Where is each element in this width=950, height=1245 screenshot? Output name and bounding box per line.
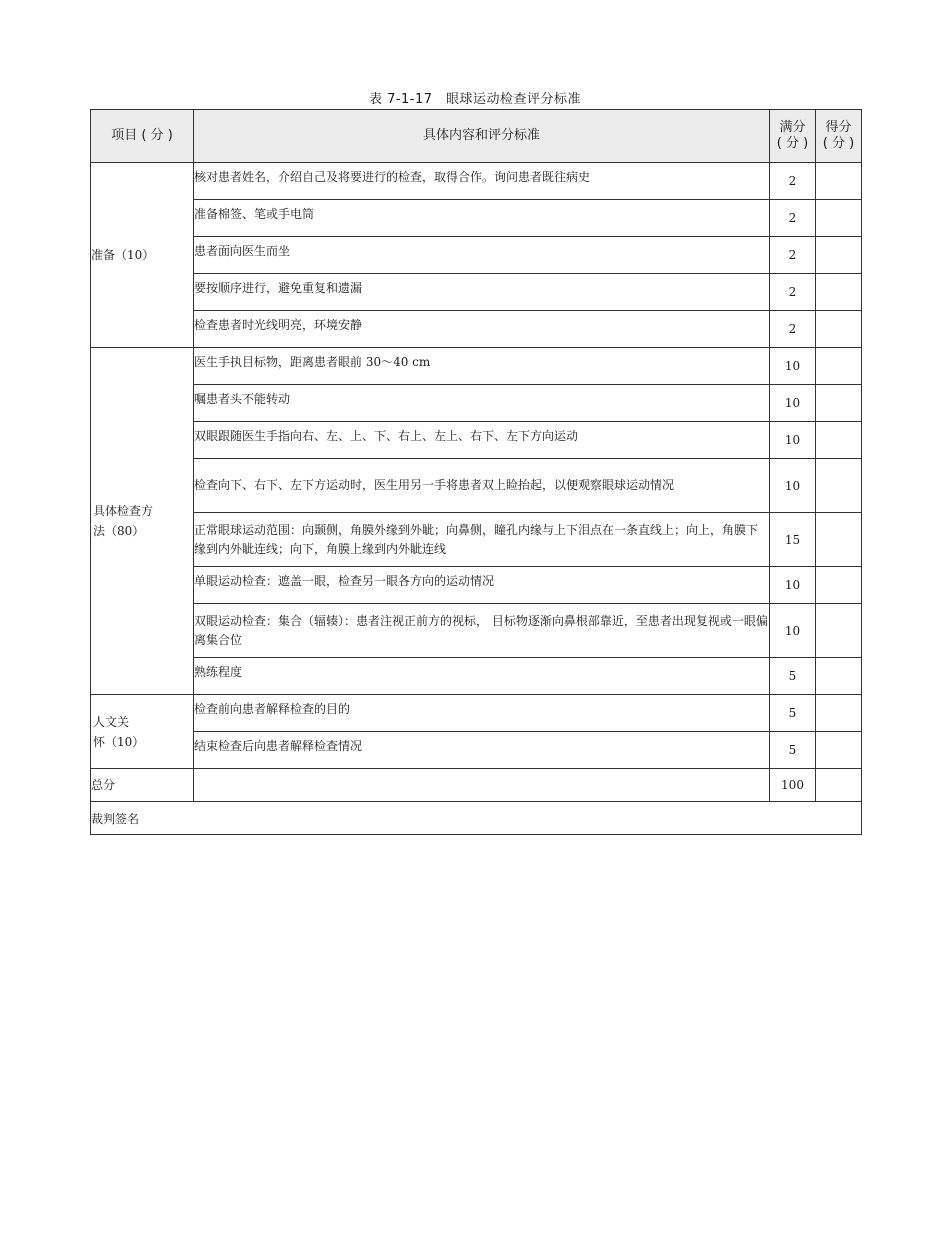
row-got-score[interactable] [816,604,862,658]
row-full-score: 10 [770,348,816,385]
table-row [91,658,862,695]
row-content: 医生手执目标物，距离患者眼前 30～40 cm [194,348,770,385]
table-caption: 表 7-1-17 眼球运动检查评分标准 [368,92,582,107]
total-label: 总分 [91,769,194,802]
row-content: 要按顺序进行，避免重复和遗漏 [194,274,770,311]
row-content: 单眼运动检查：遮盖一眼，检查另一眼各方向的运动情况 [194,567,770,604]
row-got-score[interactable] [816,163,862,200]
row-content: 检查向下、右下、左下方运动时，医生用另一手将患者双上睑抬起，以便观察眼球运动情况 [194,459,770,513]
table-row [91,459,862,513]
row-content: 双眼跟随医生手指向右、左、上、下、右上、左上、右下、左下方向运动 [194,422,770,459]
section-title-line: 怀（10） [93,734,145,749]
row-full-score: 2 [770,163,816,200]
row-full-score: 10 [770,604,816,658]
row-got-score[interactable] [816,385,862,422]
row-got-score[interactable] [816,732,862,769]
row-content: 结束检查后向患者解释检查情况 [194,732,770,769]
section-title-line: 准备（10） [91,248,155,262]
section-title-line: 法（80） [93,524,145,538]
row-got-score[interactable] [816,348,862,385]
table-row [91,567,862,604]
row-got-score[interactable] [816,422,862,459]
row-got-score[interactable] [816,274,862,311]
table-row [91,732,862,769]
row-full-score: 10 [770,422,816,459]
row-full-score: 5 [770,658,816,695]
row-got-score[interactable] [816,513,862,567]
table-row [91,200,862,237]
row-full-score: 5 [770,695,816,732]
row-content: 检查前向患者解释检查的目的 [194,695,770,732]
row-got-score[interactable] [816,658,862,695]
row-got-score[interactable] [816,459,862,513]
row-full-score: 5 [770,732,816,769]
section-title-method [91,348,194,695]
row-got-score[interactable] [816,567,862,604]
header-got-score-line1: 得分 [825,120,852,135]
table-row [91,385,862,422]
header-row [91,110,862,163]
header-content: 具体内容和评分标准 [194,110,770,163]
row-content: 检查患者时光线明亮，环境安静 [194,311,770,348]
row-full-score: 2 [770,274,816,311]
total-row [91,769,862,802]
header-item: 项目 ( 分 ) [91,110,194,163]
row-full-score: 10 [770,385,816,422]
row-full-score: 10 [770,567,816,604]
row-got-score[interactable] [816,200,862,237]
header-full-score [770,110,816,163]
table-row [91,163,862,200]
row-full-score: 2 [770,311,816,348]
section-title-line: 人文关 [93,714,130,729]
header-got-score-line2: ( 分 ) [822,136,855,151]
row-content: 准备棉签、笔或手电筒 [194,200,770,237]
row-content: 正常眼球运动范围：向颞侧，角膜外缘到外眦；向鼻侧，瞳孔内缘与上下泪点在一条直线上；向上，角膜下缘到内外眦连线；向下，角膜上缘到内外眦连线 [194,513,770,567]
signature-label: 裁判签名 [91,802,862,835]
row-got-score[interactable] [816,237,862,274]
header-full-score-line2: ( 分 ) [776,136,809,151]
table-row [91,513,862,567]
header-got-score [816,110,862,163]
table-row [91,695,862,732]
table-row [91,274,862,311]
row-content: 熟练程度 [194,658,770,695]
row-full-score: 10 [770,459,816,513]
row-full-score: 2 [770,237,816,274]
row-full-score: 2 [770,200,816,237]
table-row [91,237,862,274]
total-got-score[interactable] [816,769,862,802]
section-title-prep [91,163,194,348]
table-row [91,311,862,348]
row-content: 双眼运动检查：集合（辐辏）：患者注视正前方的视标， 目标物逐渐向鼻根部靠近，至患者出现复视或一眼偏离集合位 [194,604,770,658]
total-full-score: 100 [770,769,816,802]
total-content [194,769,770,802]
signature-row [91,802,862,835]
row-content: 嘱患者头不能转动 [194,385,770,422]
section-title-line: 具体检查方 [93,504,154,518]
header-full-score-line1: 满分 [779,120,806,135]
section-title-care [91,695,194,769]
table-row [91,604,862,658]
scoring-table [90,109,862,835]
row-full-score: 15 [770,513,816,567]
row-content: 核对患者姓名，介绍自己及将要进行的检查，取得合作。询问患者既往病史 [194,163,770,200]
row-got-score[interactable] [816,311,862,348]
table-row [91,348,862,385]
table-row [91,422,862,459]
row-content: 患者面向医生而坐 [194,237,770,274]
row-got-score[interactable] [816,695,862,732]
